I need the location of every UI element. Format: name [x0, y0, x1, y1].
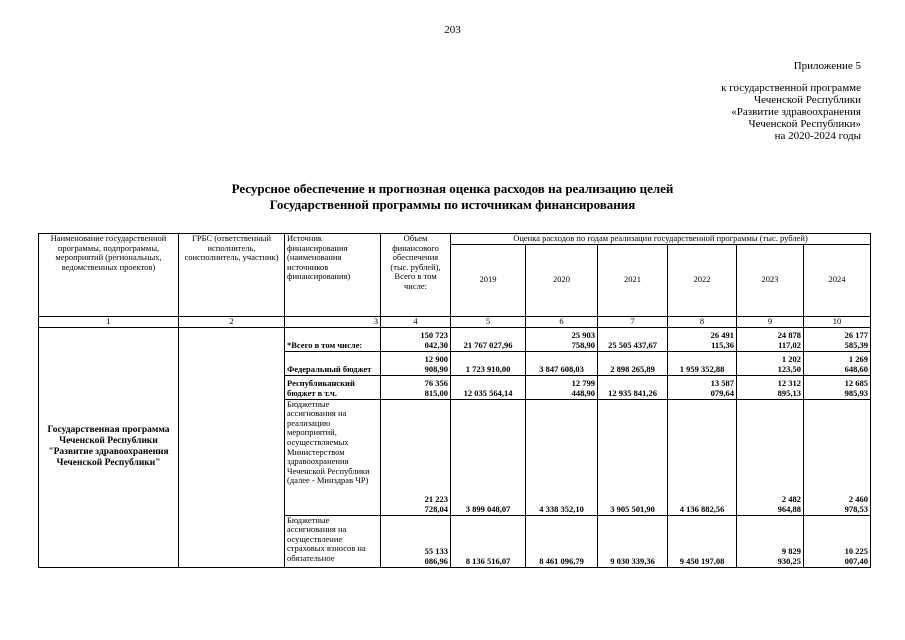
index-cell: 9	[737, 316, 804, 327]
total-cell: 55 133 086,96	[381, 515, 451, 567]
value-cell: 8 461 096,79	[526, 515, 598, 567]
value-cell: 26 491 115,36	[668, 327, 737, 351]
header-estimate: Оценка расходов по годам реализации государственной программы (тыс. рублей)	[451, 234, 871, 245]
value-cell: 10 225 007,40	[804, 515, 871, 567]
title-line-1: Ресурсное обеспечение и прогнозная оценка расходов на реализацию целей	[231, 181, 674, 196]
document-title	[0, 181, 905, 213]
appendix-line: «Развитие здравоохранения	[731, 106, 861, 118]
value-cell: 13 587 079,64	[668, 375, 737, 399]
value-cell: 2 460 978,53	[804, 399, 871, 515]
header-row	[39, 234, 871, 245]
appendix-block	[721, 60, 861, 142]
header-source: Источник финансирования (наименования источников финансирования)	[285, 234, 381, 317]
header-program-name: Наименование государственной программы, подпрограммы, мероприятий (региональных, ведомственных проектов)	[39, 234, 179, 317]
source-cell: Федеральный бюджет	[285, 351, 381, 375]
value-cell: 9 450 197,08	[668, 515, 737, 567]
index-cell: 2	[179, 316, 285, 327]
source-cell: Бюджетные ассигнования на осуществление страховых взносов на обязательное	[285, 515, 381, 567]
index-cell: 6	[526, 316, 598, 327]
header-total: Объем финансового обеспечения (тыс. рублей), Всего в том числе:	[381, 234, 451, 317]
header-year: 2024	[804, 244, 871, 316]
title-line-2: Государственной программы по источникам финансирования	[269, 197, 636, 212]
header-year: 2023	[737, 244, 804, 316]
value-cell: 2 482 964,88	[737, 399, 804, 515]
index-cell: 4	[381, 316, 451, 327]
appendix-line: Чеченской Республики	[753, 94, 861, 106]
total-cell: 150 723 042,30	[381, 327, 451, 351]
value-cell: 25 505 437,67	[598, 327, 668, 351]
index-cell: 7	[598, 316, 668, 327]
index-cell: 3	[285, 316, 381, 327]
header-year: 2021	[598, 244, 668, 316]
appendix-line: на 2020-2024 годы	[774, 130, 861, 142]
value-cell: 12 312 895,13	[737, 375, 804, 399]
value-cell: 2 898 265,89	[598, 351, 668, 375]
value-cell: 9 030 339,36	[598, 515, 668, 567]
header-grbs: ГРБС (ответственный исполнитель, соисполнитель, участник)	[179, 234, 285, 317]
value-cell: 1 723 910,00	[451, 351, 526, 375]
appendix-label: Приложение 5	[793, 60, 861, 72]
index-cell: 1	[39, 316, 179, 327]
source-cell: Бюджетные ассигнования на реализацию мероприятий, осуществляемых Министерством здравоохранения Чеченской Республики (далее - Минздрав ЧР)	[285, 399, 381, 515]
value-cell: 3 847 608,03	[526, 351, 598, 375]
value-cell: 1 959 352,88	[668, 351, 737, 375]
value-cell: 12 035 564,14	[451, 375, 526, 399]
appendix-line: Чеченской Республики»	[748, 118, 861, 130]
value-cell: 9 829 930,25	[737, 515, 804, 567]
value-cell: 3 899 048,07	[451, 399, 526, 515]
source-cell: *Всего в том числе:	[285, 327, 381, 351]
table-row	[39, 327, 871, 351]
value-cell: 12 935 841,26	[598, 375, 668, 399]
total-cell: 21 223 728,04	[381, 399, 451, 515]
resource-table	[38, 233, 871, 568]
value-cell: 1 202 123,50	[737, 351, 804, 375]
total-cell: 12 900 908,90	[381, 351, 451, 375]
value-cell: 21 767 027,96	[451, 327, 526, 351]
value-cell: 25 903 758,90	[526, 327, 598, 351]
appendix-line: к государственной программе	[721, 82, 861, 94]
index-cell: 5	[451, 316, 526, 327]
value-cell: 3 905 501,90	[598, 399, 668, 515]
total-cell: 76 356 815,00	[381, 375, 451, 399]
value-cell: 12 799 448,90	[526, 375, 598, 399]
value-cell: 1 269 648,60	[804, 351, 871, 375]
header-year: 2020	[526, 244, 598, 316]
header-year: 2022	[668, 244, 737, 316]
index-cell: 8	[668, 316, 737, 327]
value-cell: 24 878 117,02	[737, 327, 804, 351]
value-cell: 4 136 882,56	[668, 399, 737, 515]
program-name-cell: Государственная программа Чеченской Республики "Развитие здравоохранения Чеченской Республики"	[39, 327, 179, 567]
index-row	[39, 316, 871, 327]
grbs-cell	[179, 327, 285, 567]
value-cell: 4 338 352,10	[526, 399, 598, 515]
value-cell: 26 177 585,39	[804, 327, 871, 351]
value-cell: 12 685 985,93	[804, 375, 871, 399]
value-cell: 8 136 516,07	[451, 515, 526, 567]
source-cell: Республиканский бюджет в т.ч.	[285, 375, 381, 399]
header-year: 2019	[451, 244, 526, 316]
index-cell: 10	[804, 316, 871, 327]
page-number: 203	[444, 24, 461, 36]
